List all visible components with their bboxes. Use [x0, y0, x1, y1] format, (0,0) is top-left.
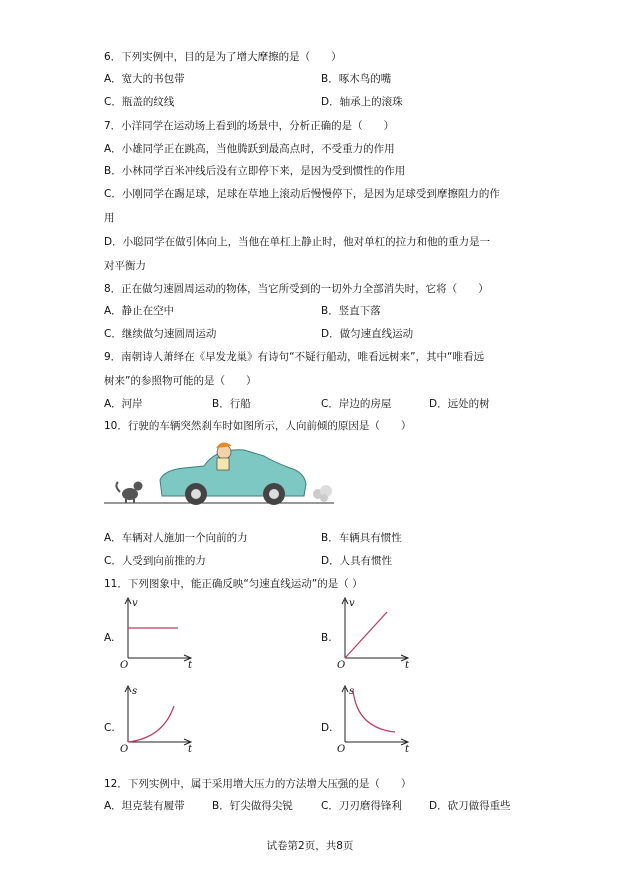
q9-option-a: A．河岸: [104, 398, 143, 410]
q8-option-d: D．做匀速直线运动: [321, 328, 414, 340]
graph-b-v-t: [335, 596, 415, 671]
q7-option-d-cont: 对平衡力: [104, 260, 146, 272]
q12-option-a: A．坦克装有履带: [104, 800, 185, 812]
origin-label: O: [337, 744, 346, 755]
y-axis-label: v: [349, 598, 355, 609]
q9-option-b: B．行船: [212, 398, 251, 410]
q8-option-b: B．竖直下落: [321, 305, 381, 317]
q10-option-c: C．人受到向前推的力: [104, 555, 206, 567]
question-9-stem: 9．南朝诗人萧绎在《早发龙巢》有诗句“不疑行船动，唯看远树来”，其中“唯看远: [104, 351, 484, 363]
origin-label: O: [120, 660, 129, 671]
q6-option-c: C．瓶盖的纹线: [104, 96, 175, 108]
y-axis-label: s: [132, 686, 138, 697]
page-footer: 试卷第2页，共8页: [266, 840, 354, 852]
graph-d-s-t: [335, 684, 415, 754]
q6-option-d: D．轴承上的滚珠: [321, 96, 403, 108]
y-axis-label: s: [349, 686, 355, 697]
car-icon: [160, 450, 306, 505]
q7-option-b: B．小林同学百米冲线后没有立即停下来，是因为受到惯性的作用: [104, 165, 406, 177]
dust-cloud-icon: [313, 485, 332, 502]
q8-option-c: C．继续做匀速圆周运动: [104, 328, 217, 340]
q9-option-d: D．远处的树: [429, 398, 490, 410]
question-12-stem: 12．下列实例中，属于采用增大压力的方法增大压强的是（ ）: [104, 778, 412, 790]
graph-line: [345, 612, 387, 658]
q10-option-a: A．车辆对人施加一个向前的力: [104, 532, 248, 544]
question-9-stem-cont: 树来”的参照物可能的是（ ）: [104, 375, 257, 387]
q11-option-b: B.: [321, 632, 332, 644]
q12-option-b: B．钉尖做得尖锐: [212, 800, 293, 812]
q7-option-a: A．小雄同学正在跳高，当他腾跃到最高点时，不受重力的作用: [104, 143, 395, 155]
q10-option-b: B．车辆具有惯性: [321, 532, 402, 544]
question-8-stem: 8．正在做匀速圆周运动的物体，当它所受到的一切外力全部消失时，它将（ ）: [104, 283, 489, 295]
y-axis-label: v: [132, 598, 138, 609]
q7-option-c-cont: 用: [104, 212, 115, 224]
x-axis-label: t: [188, 660, 193, 671]
question-6-stem: 6．下列实例中，目的是为了增大摩擦的是（ ）: [104, 51, 342, 63]
origin-label: O: [120, 744, 129, 755]
q11-option-c: C.: [104, 722, 115, 734]
q6-option-b: B．啄木鸟的嘴: [321, 73, 392, 85]
x-axis-label: t: [405, 660, 410, 671]
question-10-stem: 10．行驶的车辆突然刹车时如图所示，人向前倾的原因是（ ）: [104, 420, 412, 432]
x-axis-label: t: [188, 744, 193, 755]
q9-option-c: C．岸边的房屋: [321, 398, 392, 410]
graph-curve: [353, 690, 395, 732]
q7-option-c: C．小刚同学在踢足球，足球在草地上滚动后慢慢停下，是因为足球受到摩擦阻力的作: [104, 188, 500, 200]
x-axis-label: t: [405, 744, 410, 755]
graph-a-v-t: [118, 596, 198, 671]
cat-icon: [116, 482, 142, 504]
q6-option-a: A．宽大的书包带: [104, 73, 185, 85]
q7-option-d: D．小聪同学在做引体向上，当他在单杠上静止时，他对单杠的拉力和他的重力是一: [104, 236, 491, 248]
graph-c-s-t: [118, 684, 198, 754]
q12-option-c: C．刀刃磨得锋利: [321, 800, 402, 812]
q11-option-d: D.: [321, 722, 333, 734]
origin-label: O: [337, 660, 346, 671]
q10-option-d: D．人具有惯性: [321, 555, 393, 567]
graph-curve: [128, 706, 174, 742]
q11-option-a: A.: [104, 632, 115, 644]
q8-option-a: A．静止在空中: [104, 305, 175, 317]
q12-option-d: D．砍刀做得重些: [429, 800, 511, 812]
question-11-stem: 11．下列图象中，能正确反映“匀速直线运动”的是（ ）: [104, 578, 363, 590]
question-7-stem: 7．小洋同学在运动场上看到的场景中，分析正确的是（ ）: [104, 120, 395, 132]
car-braking-illustration: [104, 436, 344, 516]
